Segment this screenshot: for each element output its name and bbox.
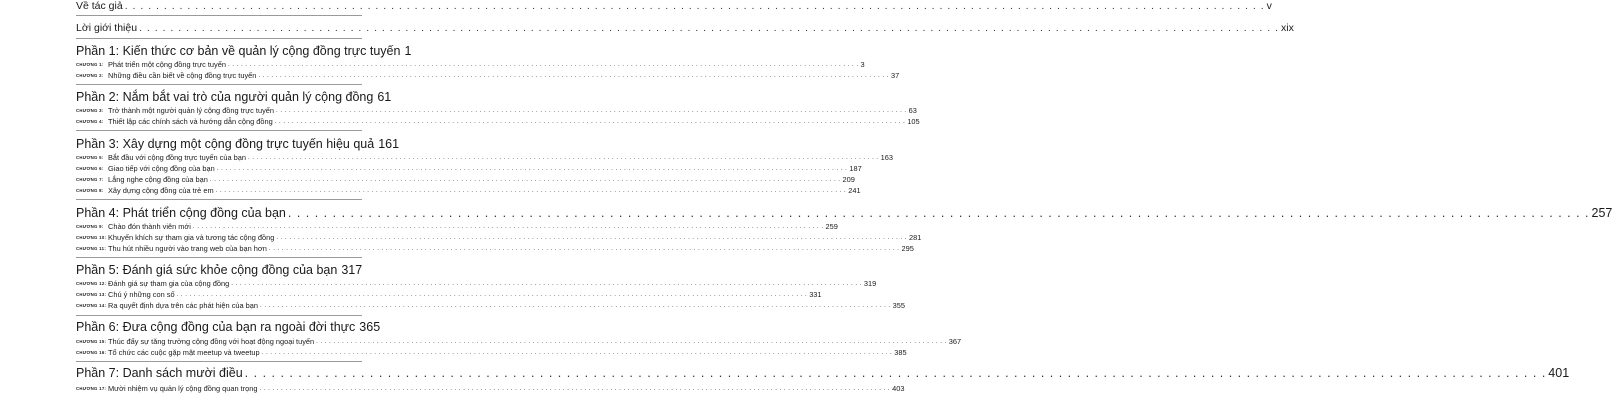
chapter-title: Thiết lập các chính sách và hướng dẫn cộng đồng	[108, 117, 273, 126]
dot-leader	[216, 188, 847, 194]
toc-chapter	[76, 384, 905, 393]
part-page: 161	[378, 137, 400, 151]
chapter-page: 3	[860, 60, 865, 69]
toc-part	[76, 90, 392, 104]
chapter-page: 163	[880, 153, 893, 162]
dot-leader	[210, 177, 841, 183]
toc-chapter	[76, 60, 865, 69]
divider	[76, 315, 362, 316]
dot-leader	[228, 62, 859, 68]
entry-title: Về tác giả	[76, 0, 123, 12]
chapter-page: 385	[894, 348, 907, 357]
dot-leader	[276, 235, 907, 241]
part-page: 365	[359, 320, 381, 334]
dot-leader	[258, 73, 889, 79]
chapter-label: CHƯƠNG 13:	[76, 292, 107, 297]
chapter-page: 259	[825, 222, 838, 231]
toc-chapter	[76, 244, 914, 253]
dot-leader	[262, 350, 893, 356]
divider	[76, 130, 362, 131]
toc-chapter	[76, 106, 917, 115]
chapter-label: CHƯƠNG 5:	[76, 155, 104, 160]
entry-title: Lời giới thiệu	[76, 22, 138, 34]
chapter-title: Bắt đầu với cộng đồng trực tuyến của bạn	[108, 153, 246, 162]
chapter-title: Giao tiếp với cộng đồng của bạn	[108, 164, 215, 173]
dot-leader	[177, 292, 808, 298]
chapter-label: CHƯƠNG 17:	[76, 386, 107, 391]
chapter-title: Ra quyết định dựa trên các phát hiện của bạn	[108, 301, 258, 310]
chapter-title: Đánh giá sự tham gia của cộng đồng	[108, 279, 230, 288]
entry-page: xix	[1280, 22, 1294, 34]
part-page: 317	[341, 263, 363, 277]
toc-chapter	[76, 290, 822, 299]
chapter-page: 367	[948, 337, 962, 346]
chapter-page: 319	[863, 279, 877, 288]
chapter-title: Mười nhiệm vụ quản lý cộng đồng quan trọng	[108, 384, 258, 393]
chapter-page: 105	[907, 117, 920, 126]
chapter-page: 209	[842, 175, 855, 184]
chapter-label: CHƯƠNG 11:	[76, 246, 107, 251]
toc-part	[76, 137, 400, 151]
chapter-label: CHƯƠNG 10:	[76, 235, 107, 240]
dot-leader	[248, 155, 879, 161]
toc-chapter	[76, 348, 907, 357]
toc-part	[76, 366, 1570, 380]
divider	[76, 84, 362, 85]
toc-chapter	[76, 337, 962, 346]
divider	[76, 15, 362, 16]
toc-part	[76, 206, 1612, 220]
chapter-title: Lắng nghe cộng đồng của bạn	[108, 175, 208, 184]
toc-entry-front	[76, 0, 1272, 12]
chapter-label: CHƯƠNG 16:	[76, 350, 107, 355]
toc-chapter	[76, 175, 855, 184]
part-title: Phần 2: Nắm bắt vai trò của người quản lý cộng đồng	[76, 90, 374, 104]
dot-leader	[288, 206, 1590, 220]
dot-leader	[276, 108, 907, 114]
dot-leader	[275, 119, 906, 125]
chapter-page: 241	[848, 186, 861, 195]
chapter-label: CHƯƠNG 1:	[76, 62, 104, 67]
chapter-label: CHƯƠNG 6:	[76, 166, 104, 171]
toc-chapter	[76, 279, 877, 288]
chapter-page: 281	[908, 233, 922, 242]
chapter-label: CHƯƠNG 8:	[76, 188, 104, 193]
part-title: Phần 5: Đánh giá sức khỏe cộng đồng của bạn	[76, 263, 338, 277]
chapter-page: 295	[901, 244, 914, 253]
chapter-page: 37	[890, 71, 900, 80]
part-page: 61	[377, 90, 392, 104]
toc-chapter	[76, 71, 900, 80]
part-page: 257	[1591, 206, 1612, 220]
chapter-page: 355	[892, 301, 905, 310]
chapter-page: 403	[892, 384, 905, 393]
divider	[76, 199, 362, 200]
part-title: Phần 6: Đưa cộng đồng của bạn ra ngoài đời thực	[76, 320, 356, 334]
chapter-label: CHƯƠNG 9:	[76, 224, 104, 229]
divider	[76, 257, 362, 258]
toc-entry-front	[76, 22, 1294, 34]
dot-leader	[217, 166, 848, 172]
toc-part	[76, 263, 362, 277]
dot-leader	[245, 366, 1547, 380]
chapter-title: Thu hút nhiều người vào trang web của bạn hơn	[108, 244, 267, 253]
chapter-title: Chú ý những con số	[108, 290, 175, 299]
chapter-label: CHƯƠNG 4:	[76, 119, 104, 124]
chapter-label: CHƯƠNG 15:	[76, 339, 107, 344]
part-title: Phần 3: Xây dựng một cộng đồng trực tuyến hiệu quả	[76, 137, 375, 151]
toc-chapter	[76, 233, 922, 242]
divider	[76, 38, 362, 39]
dot-leader	[231, 281, 862, 287]
dot-leader	[260, 303, 891, 309]
divider	[76, 361, 362, 362]
chapter-label: CHƯƠNG 2:	[76, 73, 104, 78]
dot-leader	[193, 224, 824, 230]
dot-leader	[125, 0, 1265, 12]
chapter-title: Xây dựng cộng đồng của trẻ em	[108, 186, 214, 195]
chapter-title: Thúc đẩy sự tăng trưởng cộng đồng với hoạt động ngoại tuyến	[108, 337, 315, 346]
chapter-label: CHƯƠNG 14:	[76, 303, 107, 308]
toc-chapter	[76, 186, 861, 195]
chapter-title: Những điều cần biết về cộng đồng trực tuyến	[108, 71, 257, 80]
part-page: 401	[1548, 366, 1570, 380]
part-page: 1	[404, 44, 412, 58]
toc-part	[76, 44, 412, 58]
chapter-page: 331	[809, 290, 822, 299]
toc-chapter	[76, 153, 893, 162]
chapter-label: CHƯƠNG 7:	[76, 177, 104, 182]
chapter-title: Khuyến khích sự tham gia và tương tác cộng đồng	[108, 233, 275, 242]
dot-leader	[269, 246, 900, 252]
toc-chapter	[76, 222, 838, 231]
toc-chapter	[76, 117, 920, 126]
chapter-title: Phát triển một cộng đồng trực tuyến	[108, 60, 226, 69]
toc-chapter	[76, 301, 905, 310]
toc-chapter	[76, 164, 862, 173]
entry-page: v	[1266, 0, 1272, 12]
chapter-title: Tổ chức các cuộc gặp mặt meetup và tweetup	[108, 348, 260, 357]
chapter-label: CHƯƠNG 12:	[76, 281, 107, 286]
part-title: Phần 4: Phát triển cộng đồng của bạn	[76, 206, 286, 220]
dot-leader	[139, 22, 1279, 34]
toc-part	[76, 320, 381, 334]
part-title: Phần 1: Kiến thức cơ bản về quản lý cộng đồng trực tuyến	[76, 44, 401, 58]
chapter-title: Chào đón thành viên mới	[108, 222, 191, 231]
part-title: Phần 7: Danh sách mười điều	[76, 366, 243, 380]
chapter-page: 63	[908, 106, 917, 115]
dot-leader	[316, 339, 947, 345]
dot-leader	[260, 386, 891, 392]
chapter-label: CHƯƠNG 3:	[76, 108, 104, 113]
chapter-title: Trở thành một người quản lý cộng đồng trực tuyến	[108, 106, 274, 115]
chapter-page: 187	[849, 164, 862, 173]
